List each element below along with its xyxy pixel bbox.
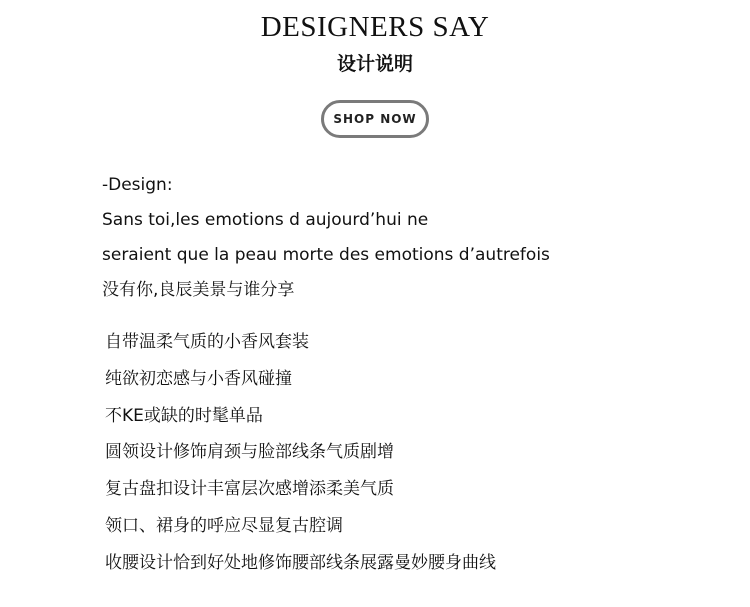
shop-now-button[interactable]: SHOP NOW [321,100,429,138]
feature-line: 收腰设计恰到好处地修饰腰部线条展露曼妙腰身曲线 [105,552,496,573]
page-title: DESIGNERS SAY [260,11,490,43]
feature-line: 领口、裙身的呼应尽显复古腔调 [105,515,343,536]
feature-list [105,327,496,585]
feature-line: 复古盘扣设计丰富层次感增添柔美气质 [105,479,394,500]
feature-line: 圆领设计修饰肩颈与脸部线条气质剧增 [105,442,394,463]
feature-line: 纯欲初恋感与小香风碰撞 [105,368,292,389]
feature-line: 不KE或缺的时髦单品 [105,405,263,426]
feature-line: 自带温柔气质的小香风套装 [105,332,309,352]
design-intro [102,172,550,312]
intro-line-french-2: seraient que la peau morte des emotions d’autrefois [102,245,550,265]
intro-line-french-1: Sans toi,les emotions d aujourd’hui ne [102,210,429,230]
page-subtitle: 设计说明 [336,53,413,75]
design-label: -Design: [102,175,173,195]
intro-line-chinese: 没有你,良辰美景与谁分享 [102,280,295,300]
